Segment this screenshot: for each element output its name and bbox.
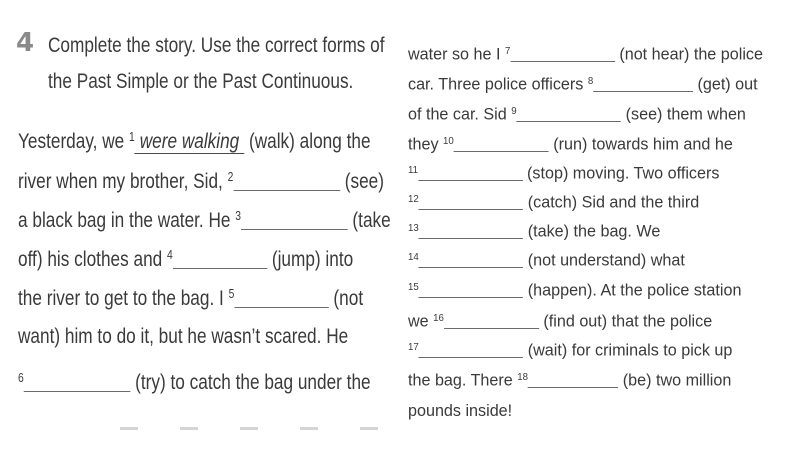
answer-blank-14[interactable] — [419, 250, 524, 268]
gap-number-3: 3 — [235, 208, 242, 223]
story-line-r5: $^{11}$ (stop) moving. Two officers — [408, 163, 720, 183]
story-line-r11: $^{17}$ (wait) for criminals to pick up — [408, 340, 733, 360]
gap-number-8: 8 — [587, 75, 594, 87]
story-line-7: $^6$ (try) to catch the bag under the — [18, 370, 371, 394]
gap-number-2: 2 — [227, 169, 234, 184]
answer-blank-4[interactable] — [173, 247, 267, 269]
story-line-r9: $^{15}$ (happen). At the police station — [408, 280, 742, 300]
story-line-r2: car. Three police officers $^8$ (get) out — [408, 74, 758, 94]
example-answer: were walking — [135, 130, 244, 154]
answer-blank-10[interactable] — [454, 134, 549, 152]
answer-blank-7[interactable] — [510, 44, 615, 62]
story-line-r7: $^{13}$ (take) the bag. We — [408, 221, 661, 241]
story-line-2: river when my brother, Sid, $^2$ (see) — [18, 169, 384, 193]
answer-blank-3[interactable] — [241, 208, 348, 230]
story-line-r3: of the car. Sid $^9$ (see) them when — [408, 104, 746, 124]
gap-number-5: 5 — [228, 286, 235, 301]
story-line-4: off) his clothes and $^4$ (jump) into — [18, 247, 354, 271]
story-line-r8: $^{14}$ (not understand) what — [408, 250, 685, 270]
exercise-title-line-1: Complete the story. Use the correct forms of — [48, 34, 385, 57]
story-line-r1: water so he I $^7$ (not hear) the police — [408, 44, 763, 64]
answer-blank-6[interactable] — [24, 370, 131, 392]
exercise-number: 4 — [16, 28, 35, 58]
story-line-5: the river to get to the bag. I $^5$ (not — [18, 286, 364, 310]
answer-blank-5[interactable] — [234, 286, 328, 308]
gap-number-6: 6 — [18, 370, 24, 385]
story-line-r12: the bag. There $^{18}$ (be) two million — [408, 370, 732, 390]
answer-blank-8[interactable] — [593, 74, 693, 92]
story-line-6: want) him to do it, but he wasn’t scared. He — [18, 325, 349, 348]
gap-number-4: 4 — [167, 247, 173, 262]
answer-blank-15[interactable] — [419, 280, 524, 298]
story-line-r6: $^{12}$ (catch) Sid and the third — [408, 192, 700, 212]
story-line-r10: we $^{16}$ (find out) that the police — [408, 311, 713, 331]
gap-number-18: 18 — [517, 371, 529, 383]
gap-number-12: 12 — [408, 193, 419, 205]
gap-number-11: 11 — [408, 164, 419, 176]
story-line-r4: they $^{10}$ (run) towards him and he — [408, 134, 733, 154]
answer-blank-11[interactable] — [418, 163, 522, 181]
gap-number-10: 10 — [443, 135, 454, 147]
gap-number-9: 9 — [511, 105, 517, 117]
gap-number-14: 14 — [408, 251, 419, 263]
answer-blank-9[interactable] — [517, 104, 622, 122]
answer-blank-12[interactable] — [419, 192, 524, 210]
story-line-1: Yesterday, we $^1$ were walking (walk) along the — [18, 130, 371, 153]
story-line-3: a black bag in the water. He $^3$ (take — [18, 208, 391, 232]
exercise-title-line-2: the Past Simple or the Past Continuous. — [48, 70, 354, 93]
gap-number-15: 15 — [408, 281, 419, 293]
answer-blank-16[interactable] — [444, 311, 539, 329]
answer-blank-2[interactable] — [233, 169, 340, 191]
answer-blank-17[interactable] — [419, 340, 524, 358]
gap-number-13: 13 — [408, 222, 419, 234]
gap-number-7: 7 — [504, 45, 511, 57]
gap-number-1: 1 — [129, 130, 135, 145]
cropped-next-line — [120, 427, 380, 430]
answer-blank-13[interactable] — [419, 221, 524, 239]
gap-number-17: 17 — [408, 341, 419, 353]
story-line-r13: pounds inside! — [408, 401, 513, 420]
gap-number-16: 16 — [433, 312, 444, 324]
answer-blank-18[interactable] — [528, 370, 618, 388]
